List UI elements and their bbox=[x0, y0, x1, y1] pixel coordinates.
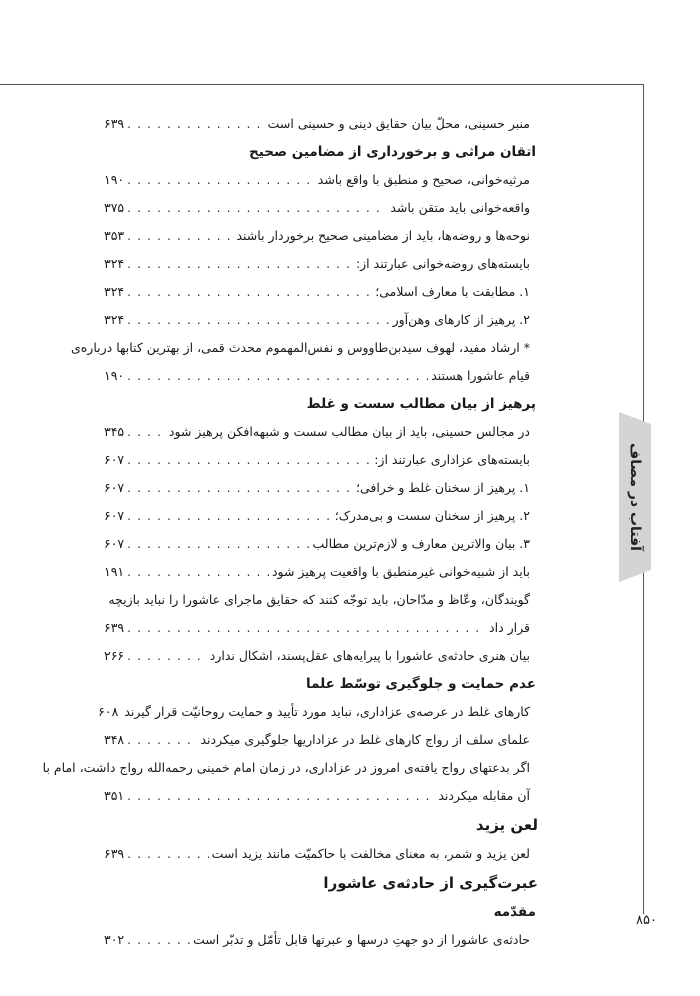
entry-text: مرثیه‌خوانی، صحیح و منطبق با واقع باشد bbox=[317, 172, 530, 187]
entry-text: نوحه‌ها و روضه‌ها، باید از مضامینی صحیح برخوردار باشند bbox=[236, 228, 530, 243]
entry-page-number: ۶۰۷ bbox=[104, 480, 125, 495]
entry-page-number: ۳۷۵ bbox=[104, 200, 125, 215]
dot-leader bbox=[127, 222, 233, 250]
index-list bbox=[42, 110, 538, 954]
dot-leader bbox=[127, 306, 389, 334]
entry-text: ۲. پرهیز از کارهای وهن‌آور bbox=[392, 312, 530, 327]
entry-page-number: ۱۹۱ bbox=[104, 564, 125, 579]
entry-text: قرار داد bbox=[489, 620, 530, 635]
entry-text: کارهای غلط در عرصه‌ی عزاداری، نباید مورد تأیید و حمایت روحانیّت قرار گیرند bbox=[124, 704, 530, 719]
entry-page-number: ۶۰۸ bbox=[98, 704, 119, 719]
index-entry bbox=[104, 418, 530, 446]
page-number: ۸۵۰ bbox=[636, 913, 657, 928]
dot-leader bbox=[127, 418, 166, 446]
index-entry bbox=[104, 250, 530, 278]
entry-text: ۳. بیان والاترین معارف و لازم‌ترین مطالب bbox=[312, 536, 530, 551]
dot-leader bbox=[127, 926, 190, 954]
entry-text: آن مقابله میکردند bbox=[438, 788, 530, 803]
dot-leader bbox=[127, 278, 372, 306]
entry-text: قیام عاشورا هستند bbox=[431, 368, 530, 383]
index-entry bbox=[104, 502, 530, 530]
entry-text: ۲. پرهیز از سخنان سست و بی‌مدرک؛ bbox=[334, 508, 530, 523]
entry-text: ۱. مطابقت با معارف اسلامی؛ bbox=[375, 284, 530, 299]
major-heading: لعن یزید bbox=[475, 816, 538, 834]
index-entry bbox=[104, 278, 530, 306]
entry-text: لعن یزید و شمر، به معنای مخالفت با حاکمیّت مانند یزید است bbox=[211, 846, 530, 861]
entry-page-number: ۱۹۰ bbox=[104, 172, 125, 187]
index-entry bbox=[104, 530, 530, 558]
dot-leader bbox=[127, 642, 207, 670]
index-entry bbox=[104, 926, 530, 954]
index-entry bbox=[104, 166, 530, 194]
entry-page-number: ۶۳۹ bbox=[104, 116, 125, 131]
index-entry bbox=[104, 362, 530, 390]
entry-page-number: ۶۰۷ bbox=[104, 508, 125, 523]
dot-leader bbox=[127, 194, 387, 222]
entry-page-number: ۶۰۷ bbox=[104, 536, 125, 551]
entry-text: باید از شبیه‌خوانی غیرمنطبق با واقعیت پرهیز شود bbox=[271, 564, 530, 579]
book-title: آفتاب در مصاف bbox=[627, 443, 643, 551]
entry-text: ۱. پرهیز از سخنان غلط و خرافی؛ bbox=[355, 480, 530, 495]
index-entry bbox=[104, 306, 530, 334]
entry-page-number: ۶۰۷ bbox=[104, 452, 125, 467]
entry-text: واقعه‌خوانی باید متقن باشد bbox=[390, 200, 530, 215]
major-heading: عبرت‌گیری از حادثه‌ی عاشورا bbox=[323, 874, 538, 892]
section-heading: مقدّمه bbox=[493, 904, 536, 920]
entry-page-number: ۳۵۳ bbox=[104, 228, 125, 243]
index-entry bbox=[104, 222, 530, 250]
index-entry bbox=[104, 558, 530, 586]
index-entry bbox=[104, 474, 530, 502]
index-entry bbox=[104, 782, 530, 810]
dot-leader bbox=[127, 614, 486, 642]
entry-page-number: ۳۵۱ bbox=[104, 788, 125, 803]
entry-continuation: * ارشاد مفید، لهوف سیدبن‌طاووس و نفس‌المهموم محدث قمی، از بهترین کتابها درباره‌ی bbox=[70, 340, 530, 355]
index-entry bbox=[104, 446, 530, 474]
dot-leader bbox=[127, 474, 353, 502]
entry-text: بایسته‌های روضه‌خوانی عبارتند از: bbox=[355, 256, 530, 271]
entry-page-number: ۶۳۹ bbox=[104, 846, 125, 861]
dot-leader bbox=[127, 530, 309, 558]
index-entry bbox=[104, 614, 530, 642]
entry-text: در مجالس حسینی، باید از بیان مطالب سست و شبهه‌افکن پرهیز شود bbox=[168, 424, 530, 439]
dot-leader bbox=[127, 166, 315, 194]
header-rule bbox=[0, 84, 643, 85]
dot-leader bbox=[127, 110, 264, 138]
entry-page-number: ۱۹۰ bbox=[104, 368, 125, 383]
section-heading: پرهیز از بیان مطالب سست و غلط bbox=[306, 396, 536, 412]
entry-continuation: گویندگان، وعّاظ و مدّاحان، باید توجّه کنند که حقایق ماجرای عاشورا را نباید بازیچه bbox=[108, 592, 530, 607]
entry-page-number: ۲۶۶ bbox=[104, 648, 125, 663]
entry-page-number: ۶۳۹ bbox=[104, 620, 125, 635]
index-entry bbox=[104, 642, 530, 670]
entry-text: بایسته‌های عزاداری عبارتند از: bbox=[374, 452, 530, 467]
index-entry bbox=[104, 110, 530, 138]
dot-leader bbox=[127, 558, 269, 586]
dot-leader bbox=[127, 250, 353, 278]
index-entry bbox=[104, 194, 530, 222]
entry-text: منبر حسینی، محلّ بیان حقایق دینی و حسینی است bbox=[267, 116, 530, 131]
entry-text: علمای سلف از رواج کارهای غلط در عزاداریها جلوگیری میکردند bbox=[200, 732, 530, 747]
book-title-tab bbox=[619, 412, 651, 582]
entry-page-number: ۳۲۴ bbox=[104, 256, 125, 271]
entry-page-number: ۳۴۵ bbox=[104, 424, 125, 439]
index-entry bbox=[98, 698, 530, 726]
entry-page-number: ۳۲۴ bbox=[104, 284, 125, 299]
entry-page-number: ۳۴۸ bbox=[104, 732, 125, 747]
dot-leader bbox=[127, 362, 428, 390]
entry-page-number: ۳۲۴ bbox=[104, 312, 125, 327]
index-entry bbox=[104, 726, 530, 754]
dot-leader bbox=[127, 446, 371, 474]
dot-leader bbox=[127, 840, 208, 868]
section-heading: عدم حمایت و جلوگیری توسّط علما bbox=[306, 676, 536, 692]
section-heading: اتقان مراثی و برخورداری از مضامین صحیح bbox=[248, 144, 536, 160]
entry-text: حادثه‌ی عاشورا از دو جهتِ درسها و عبرتها قابل تأمّل و تدبّر است bbox=[192, 932, 530, 947]
dot-leader bbox=[127, 782, 435, 810]
entry-text: بیان هنری حادثه‌ی عاشورا با پیرایه‌های عقل‌پسند، اشکال ندارد bbox=[209, 648, 530, 663]
dot-leader bbox=[127, 502, 332, 530]
dot-leader bbox=[127, 726, 197, 754]
entry-continuation: اگر بدعتهای رواج یافته‌ی امروز در عزاداری، در زمان امام خمینی رحمه‌الله رواج داشت، امام با bbox=[42, 760, 530, 775]
index-entry bbox=[104, 840, 530, 868]
entry-page-number: ۳۰۲ bbox=[104, 932, 125, 947]
